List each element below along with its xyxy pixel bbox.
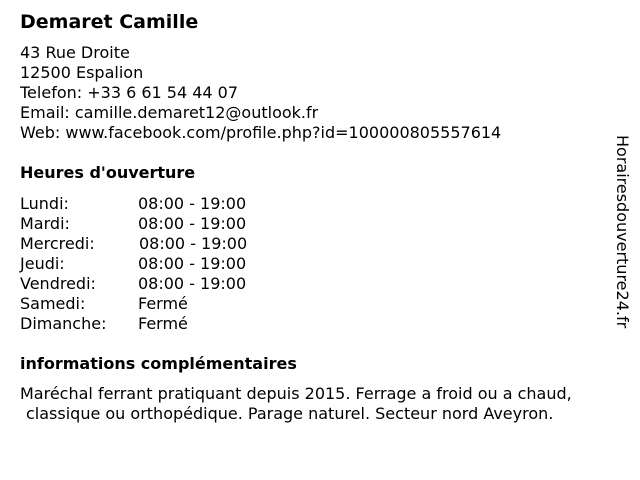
day-label: Samedi: [20, 294, 86, 313]
time-range: 08:00 - 19:00 [138, 254, 247, 273]
additional-info-heading: informations complémentaires [20, 354, 297, 373]
time-range: 08:00 - 19:00 [138, 214, 247, 233]
hours-row-friday [20, 274, 247, 294]
hours-row-sunday [20, 314, 247, 334]
city-postcode: 12500 Espalion [20, 63, 144, 82]
day-label: Dimanche: [20, 314, 107, 333]
time-range: Fermé [138, 294, 188, 313]
day-label: Jeudi: [20, 254, 65, 273]
email-address: Email: camille.demaret12@outlook.fr [20, 103, 319, 122]
hours-row-monday [20, 194, 247, 214]
street-address: 43 Rue Droite [20, 43, 130, 62]
site-watermark: Horairesdouverture24.fr [613, 135, 632, 329]
day-label: Lundi: [20, 194, 69, 213]
hours-row-saturday [20, 294, 247, 314]
day-label: Vendredi: [20, 274, 96, 293]
business-name: Demaret Camille [20, 11, 199, 33]
time-range: 08:00 - 19:00 [139, 234, 248, 253]
hours-row-wednesday [20, 234, 247, 254]
hours-row-thursday [20, 254, 247, 274]
description-line: Maréchal ferrant pratiquant depuis 2015. Ferrage a froid ou a chaud, [20, 384, 572, 403]
time-range: Fermé [138, 314, 188, 333]
website-url: Web: www.facebook.com/profile.php?id=100000805557614 [20, 123, 502, 142]
phone-number: Telefon: +33 6 61 54 44 07 [20, 83, 239, 102]
day-label: Mercredi: [20, 234, 95, 253]
opening-hours-table [20, 194, 247, 334]
hours-row-tuesday [20, 214, 247, 234]
time-range: 08:00 - 19:00 [138, 274, 247, 293]
time-range: 08:00 - 19:00 [138, 194, 247, 213]
description-line: classique ou orthopédique. Parage naturel. Secteur nord Aveyron. [26, 404, 554, 423]
description-text [20, 384, 620, 424]
contact-block [20, 43, 501, 143]
opening-hours-heading: Heures d'ouverture [20, 163, 196, 182]
day-label: Mardi: [20, 214, 70, 233]
